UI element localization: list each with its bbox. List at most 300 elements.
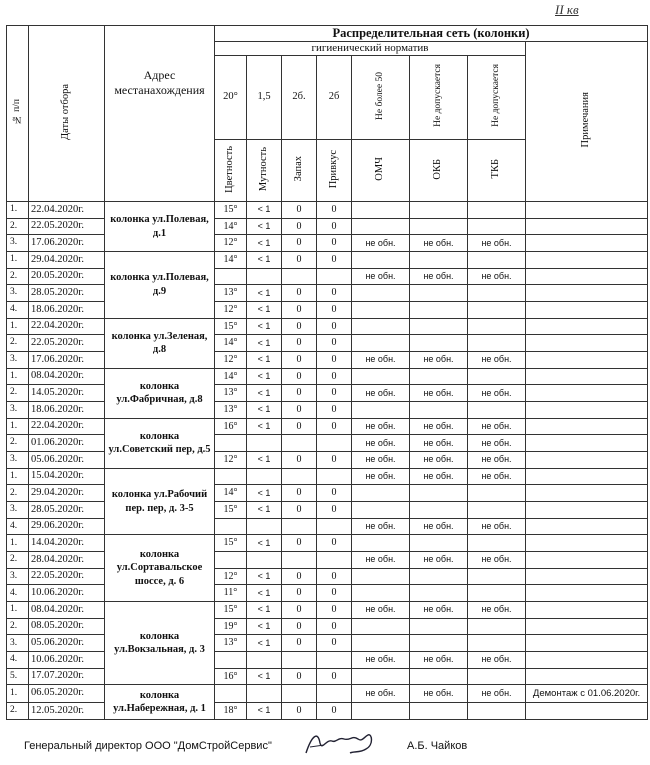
table-row bbox=[7, 202, 648, 219]
value-cell: 0 bbox=[282, 535, 317, 552]
table-row bbox=[7, 352, 648, 369]
param-header-2: Запах bbox=[282, 140, 317, 202]
note-cell bbox=[526, 502, 648, 519]
value-cell: 18° bbox=[215, 702, 247, 719]
signature-image bbox=[302, 729, 382, 759]
value-cell bbox=[352, 535, 410, 552]
note-cell bbox=[526, 602, 648, 619]
sample-date: 22.05.2020г. bbox=[29, 335, 105, 352]
value-cell bbox=[352, 252, 410, 269]
row-number: 1. bbox=[7, 202, 29, 219]
table-row bbox=[7, 402, 648, 419]
value-cell bbox=[215, 685, 247, 702]
table-row bbox=[7, 268, 648, 285]
note-cell bbox=[526, 352, 648, 369]
value-cell: 0 bbox=[317, 635, 352, 652]
table-row bbox=[7, 702, 648, 719]
value-cell bbox=[410, 635, 468, 652]
value-cell bbox=[352, 585, 410, 602]
value-cell: 0 bbox=[282, 235, 317, 252]
value-cell: 0 bbox=[282, 252, 317, 269]
value-cell: не обн. bbox=[352, 385, 410, 402]
value-cell bbox=[215, 468, 247, 485]
value-cell: 14° bbox=[215, 335, 247, 352]
value-cell: не обн. bbox=[352, 602, 410, 619]
sample-date: 22.04.2020г. bbox=[29, 418, 105, 435]
row-number: 2. bbox=[7, 385, 29, 402]
value-cell: не обн. bbox=[352, 268, 410, 285]
sample-date: 01.06.2020г. bbox=[29, 435, 105, 452]
value-cell: 15° bbox=[215, 502, 247, 519]
value-cell: 16° bbox=[215, 668, 247, 685]
value-cell bbox=[410, 485, 468, 502]
value-cell: 0 bbox=[282, 702, 317, 719]
value-cell: < 1 bbox=[247, 702, 282, 719]
note-cell bbox=[526, 618, 648, 635]
value-cell bbox=[468, 668, 526, 685]
value-cell: 0 bbox=[317, 418, 352, 435]
value-cell bbox=[352, 318, 410, 335]
note-cell bbox=[526, 402, 648, 419]
value-cell: 0 bbox=[282, 618, 317, 635]
value-cell: не обн. bbox=[352, 518, 410, 535]
value-cell: < 1 bbox=[247, 385, 282, 402]
sample-date: 14.05.2020г. bbox=[29, 385, 105, 402]
value-cell bbox=[247, 685, 282, 702]
value-cell: 0 bbox=[282, 668, 317, 685]
value-cell: < 1 bbox=[247, 352, 282, 369]
value-cell bbox=[247, 468, 282, 485]
value-cell bbox=[317, 685, 352, 702]
value-cell: 13° bbox=[215, 385, 247, 402]
note-cell bbox=[526, 485, 648, 502]
value-cell bbox=[410, 335, 468, 352]
value-cell: не обн. bbox=[468, 235, 526, 252]
table-row bbox=[7, 568, 648, 585]
value-cell: 0 bbox=[317, 702, 352, 719]
param-header-1: Мутность bbox=[247, 140, 282, 202]
value-cell: не обн. bbox=[352, 652, 410, 669]
table-row bbox=[7, 385, 648, 402]
value-cell: 12° bbox=[215, 235, 247, 252]
value-cell: не обн. bbox=[410, 452, 468, 469]
sample-date: 17.06.2020г. bbox=[29, 235, 105, 252]
note-cell bbox=[526, 285, 648, 302]
value-cell: 0 bbox=[317, 668, 352, 685]
sample-date: 20.05.2020г. bbox=[29, 268, 105, 285]
value-cell bbox=[468, 318, 526, 335]
row-number: 4. bbox=[7, 518, 29, 535]
value-cell bbox=[410, 618, 468, 635]
value-cell: < 1 bbox=[247, 568, 282, 585]
value-cell bbox=[468, 502, 526, 519]
value-cell: < 1 bbox=[247, 402, 282, 419]
table-row bbox=[7, 302, 648, 319]
note-cell bbox=[526, 202, 648, 219]
location-address: колонка ул.Советский пер, д.5 bbox=[105, 418, 215, 468]
value-cell bbox=[215, 268, 247, 285]
row-number: 1. bbox=[7, 685, 29, 702]
value-cell: 12° bbox=[215, 302, 247, 319]
note-cell bbox=[526, 585, 648, 602]
table-row bbox=[7, 285, 648, 302]
value-cell: не обн. bbox=[468, 452, 526, 469]
value-cell: 0 bbox=[317, 202, 352, 219]
value-cell bbox=[410, 535, 468, 552]
value-cell bbox=[410, 318, 468, 335]
value-cell bbox=[410, 368, 468, 385]
value-cell: 15° bbox=[215, 602, 247, 619]
value-cell bbox=[282, 468, 317, 485]
row-number: 1. bbox=[7, 468, 29, 485]
value-cell bbox=[468, 335, 526, 352]
table-row bbox=[7, 635, 648, 652]
note-cell: Демонтаж с 01.06.2020г. bbox=[526, 685, 648, 702]
value-cell: 0 bbox=[282, 385, 317, 402]
value-cell bbox=[410, 402, 468, 419]
value-cell: не обн. bbox=[352, 452, 410, 469]
value-cell bbox=[352, 568, 410, 585]
sample-date: 08.04.2020г. bbox=[29, 602, 105, 619]
note-cell bbox=[526, 568, 648, 585]
location-address: колонка ул.Вокзальная, д. 3 bbox=[105, 602, 215, 685]
value-cell: 0 bbox=[317, 585, 352, 602]
sample-date: 22.05.2020г. bbox=[29, 568, 105, 585]
value-cell: не обн. bbox=[352, 352, 410, 369]
note-cell bbox=[526, 652, 648, 669]
note-cell bbox=[526, 368, 648, 385]
sample-date: 28.05.2020г. bbox=[29, 285, 105, 302]
value-cell bbox=[352, 485, 410, 502]
row-number: 3. bbox=[7, 635, 29, 652]
value-cell: не обн. bbox=[468, 518, 526, 535]
value-cell bbox=[282, 685, 317, 702]
value-cell: < 1 bbox=[247, 635, 282, 652]
value-cell bbox=[317, 652, 352, 669]
value-cell bbox=[352, 402, 410, 419]
table-row bbox=[7, 518, 648, 535]
location-address: колонка ул.Фабричная, д.8 bbox=[105, 368, 215, 418]
sample-date: 08.04.2020г. bbox=[29, 368, 105, 385]
quarter-mark: II кв bbox=[555, 2, 579, 17]
note-cell bbox=[526, 218, 648, 235]
sample-date: 18.06.2020г. bbox=[29, 402, 105, 419]
value-cell: < 1 bbox=[247, 618, 282, 635]
row-number: 1. bbox=[7, 368, 29, 385]
value-cell bbox=[215, 518, 247, 535]
value-cell bbox=[352, 368, 410, 385]
value-cell bbox=[468, 618, 526, 635]
value-cell: не обн. bbox=[352, 685, 410, 702]
value-cell: < 1 bbox=[247, 318, 282, 335]
note-cell bbox=[526, 235, 648, 252]
value-cell: 16° bbox=[215, 418, 247, 435]
header-address-continued bbox=[105, 140, 215, 202]
value-cell: 0 bbox=[317, 602, 352, 619]
table-row bbox=[7, 668, 648, 685]
value-cell bbox=[468, 218, 526, 235]
table-row bbox=[7, 618, 648, 635]
header-notes: Примечания bbox=[526, 42, 648, 202]
table-row bbox=[7, 485, 648, 502]
value-cell bbox=[468, 402, 526, 419]
value-cell bbox=[352, 202, 410, 219]
value-cell bbox=[352, 702, 410, 719]
param-header-6: ТКБ bbox=[468, 140, 526, 202]
row-number: 5. bbox=[7, 668, 29, 685]
value-cell: не обн. bbox=[410, 685, 468, 702]
value-cell: 15° bbox=[215, 202, 247, 219]
sample-date: 10.06.2020г. bbox=[29, 652, 105, 669]
value-cell: 14° bbox=[215, 218, 247, 235]
location-address: колонка ул.Полевая, д.1 bbox=[105, 202, 215, 252]
norm-value-0: 20° bbox=[215, 56, 247, 140]
table-row bbox=[7, 318, 648, 335]
table-title: Распределительная сеть (колонки) bbox=[215, 26, 648, 42]
table-row bbox=[7, 535, 648, 552]
value-cell: 0 bbox=[282, 285, 317, 302]
table-row bbox=[7, 435, 648, 452]
table-row bbox=[7, 502, 648, 519]
sample-date: 29.06.2020г. bbox=[29, 518, 105, 535]
value-cell: не обн. bbox=[468, 268, 526, 285]
value-cell: < 1 bbox=[247, 535, 282, 552]
value-cell: 0 bbox=[317, 402, 352, 419]
norm-value-6: Не допускается bbox=[468, 56, 526, 140]
value-cell bbox=[352, 285, 410, 302]
value-cell bbox=[468, 535, 526, 552]
sample-date: 17.06.2020г. bbox=[29, 352, 105, 369]
value-cell bbox=[317, 468, 352, 485]
location-address: колонка ул.Рабочий пер. пер, д. 3-5 bbox=[105, 468, 215, 535]
row-number: 1. bbox=[7, 535, 29, 552]
table-row bbox=[7, 452, 648, 469]
value-cell: не обн. bbox=[468, 468, 526, 485]
value-cell: 0 bbox=[282, 202, 317, 219]
value-cell: 12° bbox=[215, 352, 247, 369]
value-cell: 11° bbox=[215, 585, 247, 602]
note-cell bbox=[526, 635, 648, 652]
note-cell bbox=[526, 535, 648, 552]
value-cell: 0 bbox=[317, 502, 352, 519]
value-cell: 0 bbox=[317, 485, 352, 502]
value-cell bbox=[247, 552, 282, 569]
value-cell bbox=[468, 202, 526, 219]
value-cell: < 1 bbox=[247, 302, 282, 319]
param-header-4: ОМЧ bbox=[352, 140, 410, 202]
header-date: Даты отбора bbox=[29, 26, 105, 202]
value-cell bbox=[468, 635, 526, 652]
table-row bbox=[7, 468, 648, 485]
sample-date: 29.04.2020г. bbox=[29, 485, 105, 502]
value-cell: 0 bbox=[282, 635, 317, 652]
table-row bbox=[7, 235, 648, 252]
value-cell bbox=[247, 435, 282, 452]
value-cell: 0 bbox=[282, 418, 317, 435]
value-cell: 13° bbox=[215, 402, 247, 419]
value-cell: не обн. bbox=[468, 685, 526, 702]
row-number: 4. bbox=[7, 652, 29, 669]
value-cell: не обн. bbox=[352, 552, 410, 569]
value-cell: не обн. bbox=[410, 235, 468, 252]
value-cell bbox=[468, 485, 526, 502]
value-cell: 0 bbox=[282, 568, 317, 585]
location-address: колонка ул.Зеленая, д.8 bbox=[105, 318, 215, 368]
value-cell: 19° bbox=[215, 618, 247, 635]
note-cell bbox=[526, 668, 648, 685]
note-cell bbox=[526, 252, 648, 269]
value-cell: < 1 bbox=[247, 418, 282, 435]
value-cell: не обн. bbox=[410, 552, 468, 569]
value-cell bbox=[247, 652, 282, 669]
value-cell: 12° bbox=[215, 452, 247, 469]
value-cell: 0 bbox=[282, 318, 317, 335]
value-cell: 15° bbox=[215, 535, 247, 552]
value-cell: 0 bbox=[282, 368, 317, 385]
table-row bbox=[7, 685, 648, 702]
value-cell bbox=[317, 518, 352, 535]
note-cell bbox=[526, 552, 648, 569]
value-cell: 0 bbox=[282, 218, 317, 235]
value-cell: 0 bbox=[317, 352, 352, 369]
value-cell: 13° bbox=[215, 635, 247, 652]
row-number: 3. bbox=[7, 452, 29, 469]
table-row bbox=[7, 368, 648, 385]
row-number: 3. bbox=[7, 285, 29, 302]
row-number: 3. bbox=[7, 402, 29, 419]
signature-footer bbox=[14, 735, 644, 757]
value-cell: не обн. bbox=[468, 435, 526, 452]
value-cell: не обн. bbox=[352, 418, 410, 435]
location-address: колонка ул.Набережная, д. 1 bbox=[105, 685, 215, 720]
param-header-3: Привкус bbox=[317, 140, 352, 202]
row-number: 2. bbox=[7, 435, 29, 452]
value-cell bbox=[215, 552, 247, 569]
note-cell bbox=[526, 452, 648, 469]
param-header-5: ОКБ bbox=[410, 140, 468, 202]
sample-date: 08.05.2020г. bbox=[29, 618, 105, 635]
value-cell: 0 bbox=[317, 285, 352, 302]
value-cell bbox=[317, 552, 352, 569]
value-cell: не обн. bbox=[468, 652, 526, 669]
value-cell bbox=[410, 302, 468, 319]
value-cell: 14° bbox=[215, 368, 247, 385]
value-cell: 0 bbox=[317, 235, 352, 252]
value-cell: < 1 bbox=[247, 368, 282, 385]
value-cell bbox=[282, 435, 317, 452]
norm-value-1: 1,5 bbox=[247, 56, 282, 140]
value-cell bbox=[352, 635, 410, 652]
note-cell bbox=[526, 702, 648, 719]
value-cell: 0 bbox=[282, 502, 317, 519]
value-cell bbox=[282, 268, 317, 285]
row-number: 1. bbox=[7, 602, 29, 619]
sample-date: 14.04.2020г. bbox=[29, 535, 105, 552]
value-cell: 0 bbox=[317, 452, 352, 469]
value-cell bbox=[352, 302, 410, 319]
row-number: 2. bbox=[7, 552, 29, 569]
row-number: 4. bbox=[7, 302, 29, 319]
table-row bbox=[7, 252, 648, 269]
value-cell: 13° bbox=[215, 285, 247, 302]
value-cell bbox=[410, 502, 468, 519]
norm-group-header: гигиенический норматив bbox=[215, 42, 526, 56]
sample-date: 05.06.2020г. bbox=[29, 452, 105, 469]
sample-date: 22.05.2020г. bbox=[29, 218, 105, 235]
value-cell: не обн. bbox=[352, 468, 410, 485]
row-number: 3. bbox=[7, 568, 29, 585]
value-cell bbox=[468, 302, 526, 319]
table-row bbox=[7, 602, 648, 619]
row-number: 1. bbox=[7, 418, 29, 435]
footer-name: А.Б. Чайков bbox=[407, 740, 468, 752]
value-cell bbox=[282, 518, 317, 535]
sample-date: 29.04.2020г. bbox=[29, 252, 105, 269]
param-header-0: Цветность bbox=[215, 140, 247, 202]
value-cell: < 1 bbox=[247, 452, 282, 469]
value-cell bbox=[410, 202, 468, 219]
table-row bbox=[7, 418, 648, 435]
value-cell: 14° bbox=[215, 485, 247, 502]
row-number: 3. bbox=[7, 352, 29, 369]
value-cell: < 1 bbox=[247, 285, 282, 302]
sample-date: 28.04.2020г. bbox=[29, 552, 105, 569]
row-number: 1. bbox=[7, 252, 29, 269]
value-cell bbox=[410, 702, 468, 719]
row-number: 2. bbox=[7, 618, 29, 635]
value-cell: 0 bbox=[317, 368, 352, 385]
sample-date: 06.05.2020г. bbox=[29, 685, 105, 702]
norm-value-5: Не допускается bbox=[410, 56, 468, 140]
value-cell bbox=[468, 252, 526, 269]
value-cell: 0 bbox=[317, 218, 352, 235]
table-row bbox=[7, 335, 648, 352]
sample-date: 12.05.2020г. bbox=[29, 702, 105, 719]
value-cell: < 1 bbox=[247, 335, 282, 352]
row-number: 2. bbox=[7, 335, 29, 352]
value-cell bbox=[410, 252, 468, 269]
value-cell: 0 bbox=[317, 385, 352, 402]
sample-date: 15.04.2020г. bbox=[29, 468, 105, 485]
footer-org: Генеральный директор ООО "ДомСтройСервис" bbox=[24, 740, 272, 752]
value-cell bbox=[468, 568, 526, 585]
table-row bbox=[7, 218, 648, 235]
value-cell bbox=[247, 518, 282, 535]
row-number: 2. bbox=[7, 268, 29, 285]
value-cell: 12° bbox=[215, 568, 247, 585]
value-cell bbox=[352, 502, 410, 519]
value-cell: не обн. bbox=[468, 385, 526, 402]
value-cell bbox=[410, 218, 468, 235]
value-cell bbox=[352, 668, 410, 685]
header-address: Адрес местанахождения bbox=[105, 26, 215, 140]
value-cell: не обн. bbox=[410, 268, 468, 285]
value-cell: 0 bbox=[282, 402, 317, 419]
value-cell: < 1 bbox=[247, 252, 282, 269]
value-cell: 0 bbox=[282, 335, 317, 352]
value-cell: 14° bbox=[215, 252, 247, 269]
row-number: 2. bbox=[7, 485, 29, 502]
value-cell: не обн. bbox=[410, 652, 468, 669]
note-cell bbox=[526, 518, 648, 535]
note-cell bbox=[526, 468, 648, 485]
value-cell bbox=[215, 435, 247, 452]
sample-date: 22.04.2020г. bbox=[29, 202, 105, 219]
table-row bbox=[7, 652, 648, 669]
value-cell: < 1 bbox=[247, 585, 282, 602]
value-cell bbox=[468, 702, 526, 719]
value-cell bbox=[410, 285, 468, 302]
